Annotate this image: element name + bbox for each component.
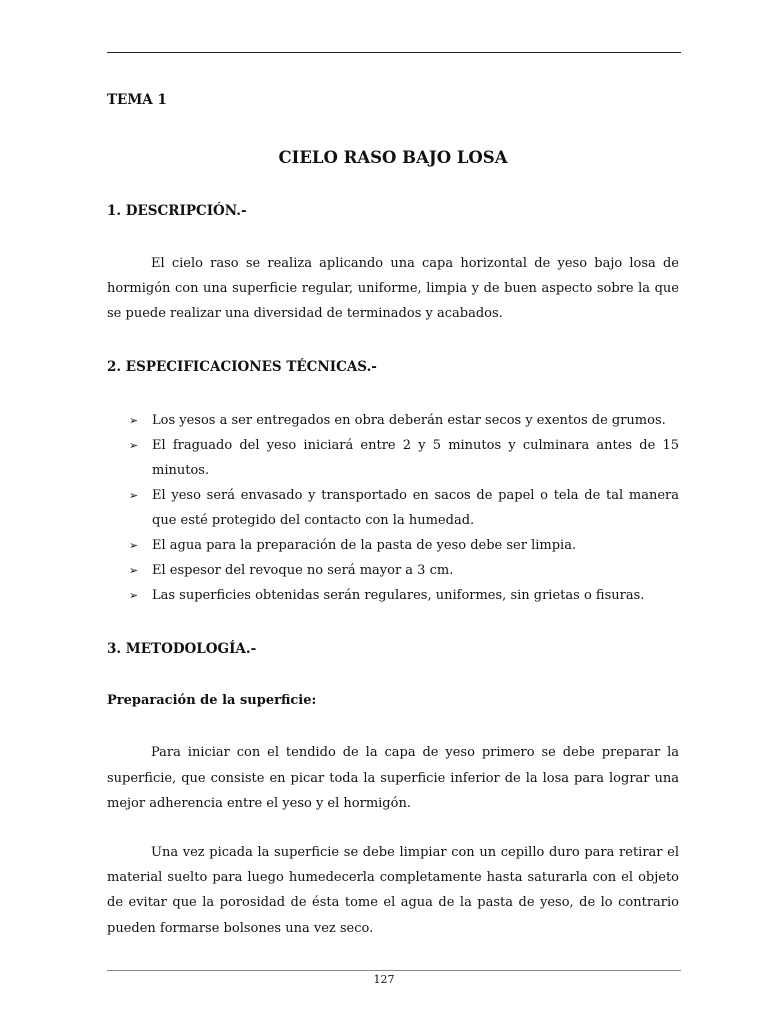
list-item bbox=[107, 533, 679, 558]
tema-label: TEMA 1 bbox=[107, 92, 167, 108]
page-title: CIELO RASO BAJO LOSA bbox=[278, 148, 508, 167]
arrowhead-bullet-icon: ➢ bbox=[129, 539, 139, 553]
specifications-list bbox=[107, 408, 679, 609]
section-heading-especificaciones: 2. ESPECIFICACIONES TÉCNICAS.- bbox=[107, 358, 377, 375]
page-content bbox=[107, 89, 679, 941]
section-heading-metodologia: 3. METODOLOGÍA.- bbox=[107, 641, 257, 658]
footer-rule bbox=[107, 970, 681, 971]
list-item-text: Las superficies obtenidas serán regulares, uniformes, sin grietas o fisuras. bbox=[152, 588, 645, 604]
arrowhead-bullet-icon: ➢ bbox=[129, 564, 139, 578]
list-item-text: El fraguado del yeso iniciará entre 2 y 5 minutos y culminara antes de 15 minutos. bbox=[152, 437, 679, 478]
list-item bbox=[107, 583, 679, 608]
arrowhead-bullet-icon: ➢ bbox=[129, 589, 139, 603]
subheading-preparacion: Preparación de la superficie: bbox=[107, 693, 317, 709]
arrowhead-bullet-icon: ➢ bbox=[129, 488, 139, 502]
paragraph-metodologia-1: Para iniciar con el tendido de la capa de yeso primero se debe preparar la superficie, que consiste en picar toda la superficie inferior de la losa para lograr una mejor adherencia entre el yeso y el hormigón. bbox=[107, 745, 679, 811]
paragraph-metodologia-2: Una vez picada la superficie se debe limpiar con un cepillo duro para retirar el material suelto para luego humedecerla completamente hasta saturarla con el objeto de evitar que la porosidad de ésta tome el agua de la pasta de yeso, de lo contrario pueden formarse bolsones una vez seco. bbox=[107, 844, 679, 936]
section-heading-descripcion: 1. DESCRIPCIÓN.- bbox=[107, 203, 247, 219]
list-item bbox=[107, 483, 679, 533]
header-rule bbox=[107, 52, 681, 53]
list-item bbox=[107, 433, 679, 483]
arrowhead-bullet-icon: ➢ bbox=[129, 413, 139, 427]
list-item-text: Los yesos a ser entregados en obra deberán estar secos y exentos de grumos. bbox=[152, 412, 666, 428]
arrowhead-bullet-icon: ➢ bbox=[129, 438, 139, 452]
paragraph-descripcion: El cielo raso se realiza aplicando una capa horizontal de yeso bajo losa de hormigón con una superficie regular, uniforme, limpia y de buen aspecto sobre la que se puede realizar una diversidad de terminados y acabados. bbox=[107, 256, 679, 322]
list-item bbox=[107, 558, 679, 583]
list-item-text: El espesor del revoque no será mayor a 3 cm. bbox=[152, 563, 454, 579]
list-item-text: El agua para la preparación de la pasta de yeso debe ser limpia. bbox=[152, 538, 577, 554]
list-item-text: El yeso será envasado y transportado en sacos de papel o tela de tal manera que esté protegido del contacto con la humedad. bbox=[152, 487, 679, 528]
list-item bbox=[107, 408, 679, 433]
page-number: 127 bbox=[373, 973, 395, 986]
